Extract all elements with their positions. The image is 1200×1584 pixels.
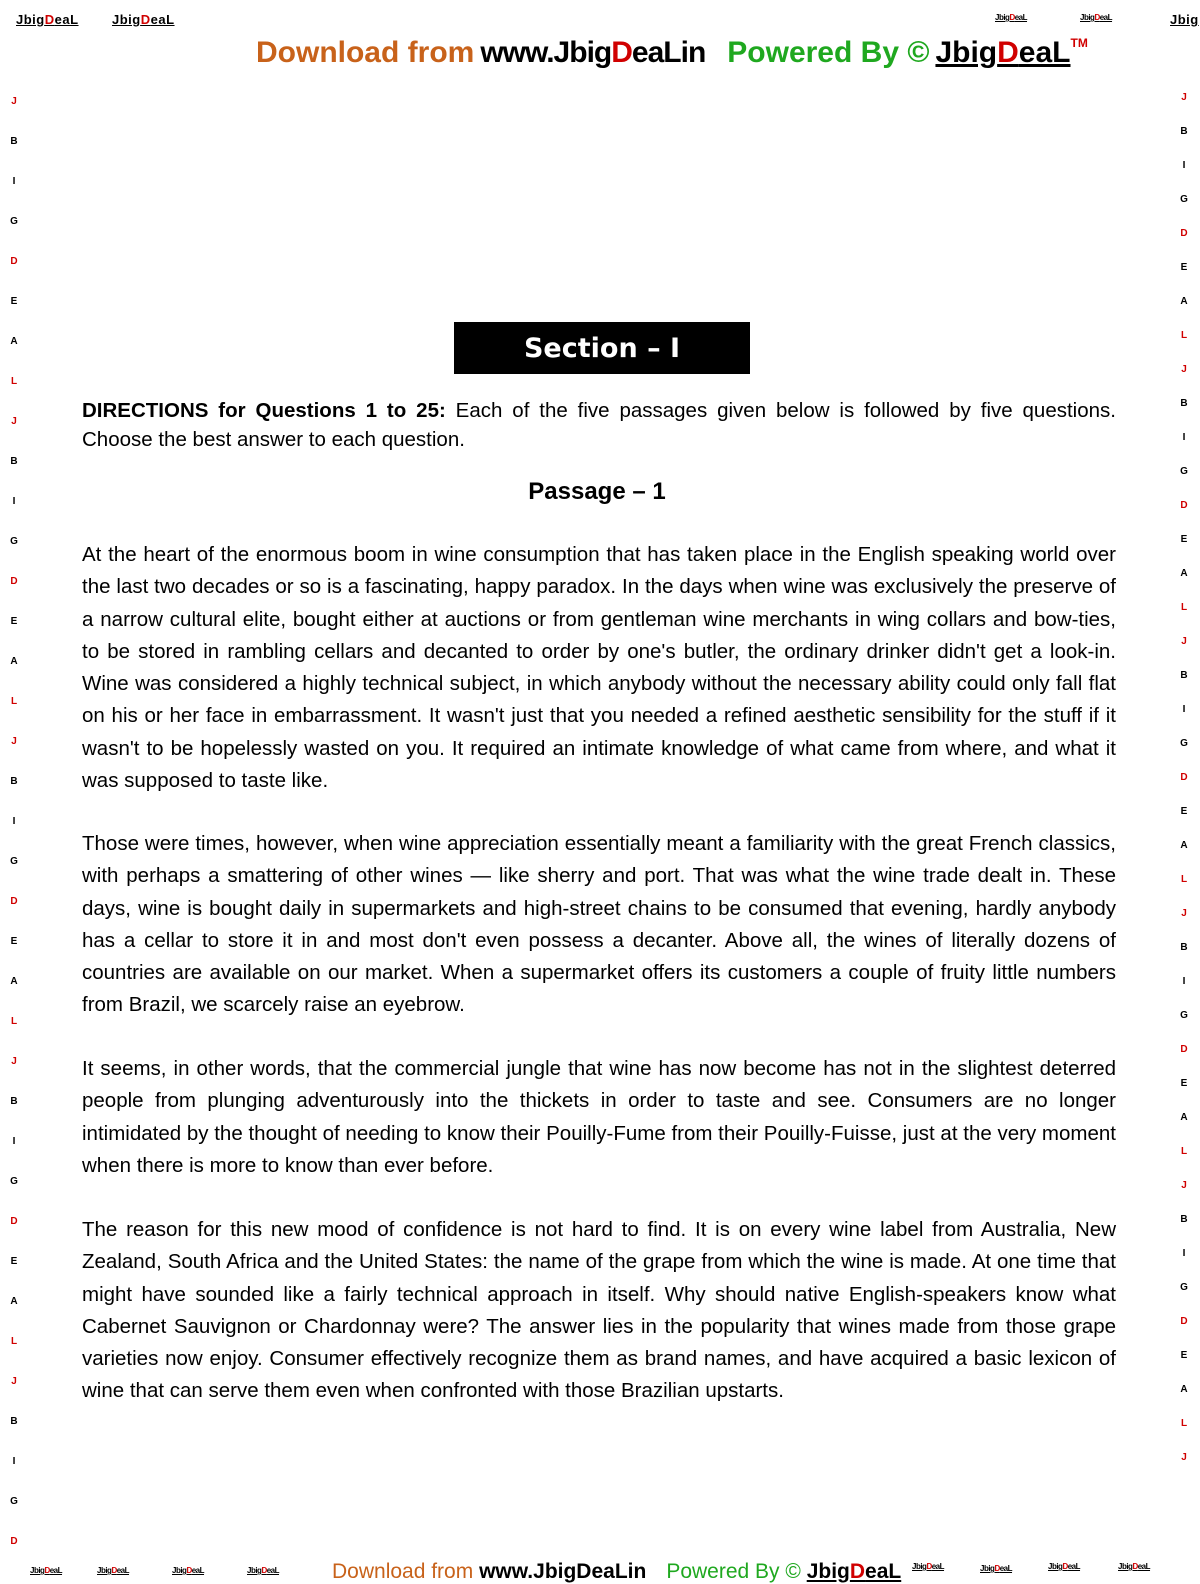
section-heading: Section – I [454,322,750,374]
side-watermark-letter: E [10,936,18,947]
watermark-logo: JbigDeaL [30,1566,63,1575]
passage-paragraph: The reason for this new mood of confidence is not hard to find. It is on every wine label from Australia, New Zealand, South Africa and the United States: the name of the grape from which the wine is made. At one time that might have sounded like a fairly technical approach in itself. Why should native English-speakers know what Cabernet Sauvignon or Chardonnay were? The answer lies in the popularity that wines made from those grape varieties now enjoy. Consumer effectively recognize them as brand names, and have acquired a basic lexicon of wine that can serve them even when confronted with those Brazilian upstarts. [82,1218,1116,1403]
side-watermark-letter: I [1182,976,1186,987]
side-watermark-letter: D [1180,1044,1188,1055]
side-watermark-letter: B [1180,1214,1188,1225]
side-watermark-letter: A [10,656,18,667]
side-watermark-letter: E [1180,806,1188,817]
side-watermark-letter: G [10,856,18,867]
download-banner-footer: Download from www.JbigDeaLin Powered By © JbigDeaL [332,1560,902,1583]
side-watermark-letter: A [10,976,18,987]
side-watermark-letter: J [1181,636,1187,647]
side-watermark-letter: I [1182,704,1186,715]
watermark-logo: Jbig [1170,12,1199,27]
side-watermark-letter: D [10,256,18,267]
side-watermark-letter: A [1180,1112,1188,1123]
side-watermark-letter: I [1182,432,1186,443]
watermark-logo: JbigDeaL [1080,13,1113,22]
side-watermark-letter: L [1180,602,1188,613]
passage-paragraph: At the heart of the enormous boom in wine consumption that has taken place in the English speaking world over the last two decades or so is a fascinating, happy paradox. In the days when wine was exclusively the preserve of a narrow cultural elite, bought either at auctions or from gentleman wine merchants in wing collars and bow-ties, to be stored in rambling cellars and decanted to order by one's butler, the ordinary drinker didn't get a look-in. Wine was considered a highly technical subject, in which anybody without the necessary ability could only fall flat on his or her face in embarrassment. It wasn't just that you needed a refined aesthetic sensibility for the stuff if it wasn't to be hopelessly wasted on you. It required an intimate knowledge of what came from where, and what it was supposed to taste like. [82,543,1116,793]
side-watermark-letter: J [11,96,17,107]
watermark-logo: JbigDeaL [1118,1562,1151,1571]
side-watermark-letter: B [10,1416,18,1427]
side-watermark-letter: B [10,776,18,787]
side-watermark-letter: G [1180,194,1188,205]
side-watermark-letter: G [1180,1010,1188,1021]
side-watermark-letter: D [10,576,18,587]
side-watermark-letter: E [1180,1078,1188,1089]
side-watermark-letter: L [10,696,18,707]
side-watermark-letter: I [12,816,16,827]
side-watermark-letter: E [1180,534,1188,545]
side-watermark-letter: E [10,296,18,307]
side-watermark-letter: E [10,616,18,627]
side-watermark-letter: D [1180,228,1188,239]
side-watermark-letter: D [10,1536,18,1547]
side-watermark-letter: I [12,496,16,507]
side-watermark-letter: A [1180,1384,1188,1395]
side-watermark-letter: G [10,536,18,547]
side-watermark-letter: L [1180,1146,1188,1157]
passage-paragraph: Those were times, however, when wine appreciation essentially meant a familiarity with the great French classics, with perhaps a smattering of other wines — like sherry and port. That was what the wine trade dealt in. These days, wine is bought daily in supermarkets and high-street chains to be consumed that evening, hardly anybody has a cellar to store it in and most don't even possess a decanter. Above all, the wines of literally dozens of countries are available on our market. When a supermarket offers its customers a couple of fruity little numbers from Brazil, we scarcely raise an eyebrow. [82,832,1116,1017]
watermark-logo: JbigDeaL [16,12,79,27]
watermark-logo: JbigDeaL [97,1566,130,1575]
side-watermark-letter: L [1180,874,1188,885]
side-watermark-letter: B [1180,126,1188,137]
side-watermark-letter: J [1181,92,1187,103]
passage-paragraph: It seems, in other words, that the commercial jungle that wine has now become has not in the slightest deterred people from plunging adventurously into the thickets in order to taste and see. Consumers are no longer intimidated by the thought of needing to know their Pouilly-Fume from their Pouilly-Fuisse, just at the very moment when there is more to know than ever before. [82,1057,1116,1177]
side-watermark-letter: A [1180,568,1188,579]
side-watermark-letter: G [10,1496,18,1507]
side-watermark-letter: L [10,376,18,387]
watermark-logo: JbigDeaL [980,1564,1013,1573]
side-watermark-letter: I [12,176,16,187]
passage-title: Passage – 1 [528,478,666,505]
side-watermark-letter: A [1180,840,1188,851]
side-watermark-letter: B [10,1096,18,1107]
directions-text: Each of the five passages given below is followed by five questions. Choose the best answer to each question. [82,399,1116,451]
side-watermark-letter: L [10,1336,18,1347]
side-watermark-letter: E [1180,262,1188,273]
side-watermark-letter: A [10,1296,18,1307]
watermark-logo: JbigDeaL [112,12,175,27]
side-watermark-letter: G [10,216,18,227]
side-watermark-letter: B [10,456,18,467]
side-watermark-letter: J [11,416,17,427]
watermark-logo: JbigDeaL [247,1566,280,1575]
side-watermark-letter: J [1181,1180,1187,1191]
side-watermark-letter: D [10,1216,18,1227]
side-watermark-letter: B [1180,942,1188,953]
side-watermark-letter: G [10,1176,18,1187]
side-watermark-letter: G [1180,466,1188,477]
side-watermark-letter: G [1180,1282,1188,1293]
side-watermark-letter: E [10,1256,18,1267]
side-watermark-letter: J [1181,1452,1187,1463]
side-watermark-letter: I [12,1136,16,1147]
watermark-logo: JbigDeaL [172,1566,205,1575]
side-watermark-letter: A [1180,296,1188,307]
side-watermark-right [1177,0,1191,1572]
side-watermark-letter: J [1181,364,1187,375]
side-watermark-letter: J [1181,908,1187,919]
side-watermark-letter: D [1180,772,1188,783]
side-watermark-letter: E [1180,1350,1188,1361]
side-watermark-letter: L [1180,1418,1188,1429]
side-watermark-letter: B [10,136,18,147]
watermark-logo: JbigDeaL [912,1562,945,1571]
side-watermark-letter: I [12,1456,16,1467]
side-watermark-letter: J [11,1376,17,1387]
side-watermark-letter: L [1180,330,1188,341]
directions-label: DIRECTIONS for Questions 1 to 25: [82,399,446,422]
side-watermark-letter: B [1180,398,1188,409]
side-watermark-letter: A [10,336,18,347]
side-watermark-letter: D [1180,500,1188,511]
directions [82,396,1116,454]
side-watermark-letter: B [1180,670,1188,681]
side-watermark-letter: D [10,896,18,907]
watermark-logo: JbigDeaL [1048,1562,1081,1571]
side-watermark-letter: I [1182,160,1186,171]
side-watermark-left [7,0,21,1572]
watermark-logo: JbigDeaL [995,13,1028,22]
side-watermark-letter: G [1180,738,1188,749]
side-watermark-letter: L [10,1016,18,1027]
side-watermark-letter: J [11,1056,17,1067]
side-watermark-letter: I [1182,1248,1186,1259]
side-watermark-letter: D [1180,1316,1188,1327]
download-banner: Download from www.JbigDeaLin Powered By © JbigDeaL™ [256,36,1088,69]
side-watermark-letter: J [11,736,17,747]
